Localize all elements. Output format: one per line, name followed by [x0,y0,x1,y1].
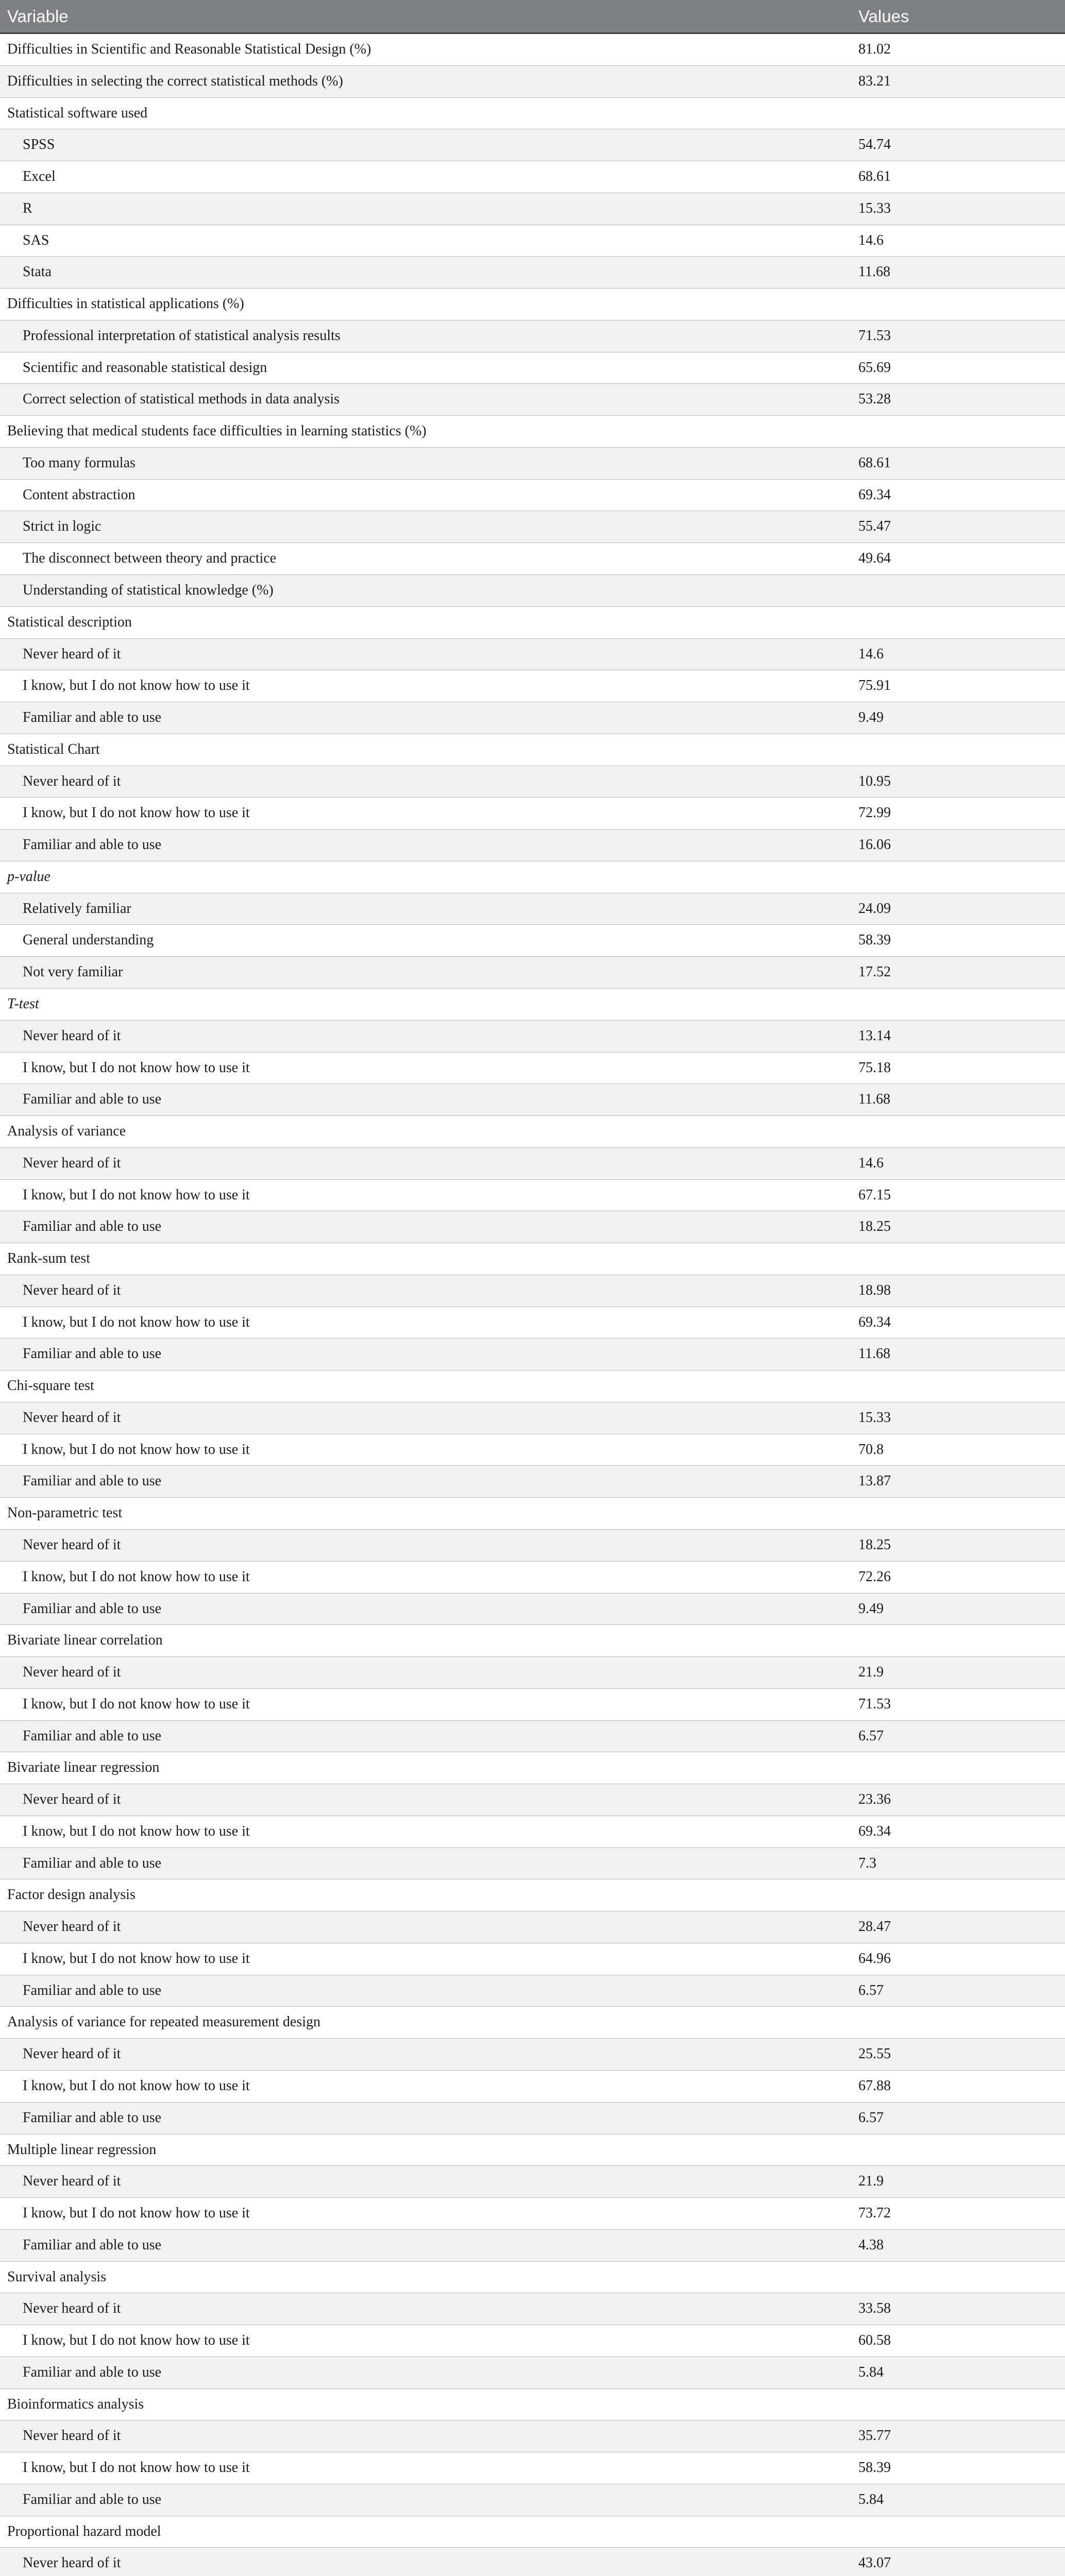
row-value: 18.98 [858,1282,891,1298]
table-row [0,225,1065,257]
row-value: 11.68 [858,1346,890,1362]
table-row [0,957,1065,989]
row-label: I know, but I do not know how to use it [23,1441,250,1458]
row-label: Familiar and able to use [23,1855,162,1871]
table-row [0,448,1065,480]
table-row [0,320,1065,352]
table-row [0,829,1065,861]
row-value: 5.84 [858,2491,884,2507]
row-label: Familiar and able to use [23,2109,162,2126]
row-label: General understanding [23,932,154,948]
row-value: 4.38 [858,2236,884,2253]
row-value: 21.9 [858,2173,884,2190]
row-label: Familiar and able to use [23,2491,162,2507]
row-value: 64.96 [858,1950,891,1967]
row-value: 43.07 [858,2555,891,2571]
row-label: Never heard of it [23,1282,121,1298]
row-label: Bioinformatics analysis [7,2396,144,2412]
row-value: 24.09 [858,900,891,917]
row-label: T-test [7,995,39,1012]
row-label: Bivariate linear regression [7,1759,160,1776]
table-row [0,1021,1065,1053]
row-value: 9.49 [858,709,884,726]
row-value: 71.53 [858,1696,891,1712]
table-row [0,161,1065,193]
row-label: Difficulties in selecting the correct statistical methods (%) [7,73,343,89]
table-row [0,1752,1065,1784]
table-row [0,2548,1065,2576]
row-label: Familiar and able to use [23,2236,162,2253]
row-value: 70.8 [858,1441,884,1458]
row-label: Understanding of statistical knowledge (%) [23,582,274,599]
row-value: 15.33 [858,1409,891,1426]
row-label: SAS [23,232,49,248]
table-row [0,989,1065,1021]
row-label: Never heard of it [23,2173,121,2190]
row-label: Familiar and able to use [23,1727,162,1744]
row-value: 11.68 [858,264,890,280]
table-row [0,2134,1065,2166]
row-label: Excel [23,168,56,185]
table-row [0,1180,1065,1212]
row-label: Familiar and able to use [23,1346,162,1362]
row-value: 81.02 [858,41,891,57]
row-value: 60.58 [858,2332,891,2349]
row-value: 75.91 [858,677,891,694]
row-label: Never heard of it [23,1027,121,1044]
table-row [0,1307,1065,1339]
row-value: 13.14 [858,1027,891,1044]
table-row [0,2039,1065,2071]
row-label: Familiar and able to use [23,837,162,853]
row-label: I know, but I do not know how to use it [23,2205,250,2222]
row-value: 14.6 [858,232,884,248]
row-label: Familiar and able to use [23,1982,162,1998]
row-value: 15.33 [858,200,891,216]
row-label: Familiar and able to use [23,1091,162,1108]
row-label: Never heard of it [23,1664,121,1681]
table-row [0,1434,1065,1466]
row-label: Relatively familiar [23,900,131,917]
row-label: Analysis of variance for repeated measurement design [7,2014,320,2030]
row-label: Difficulties in Scientific and Reasonable Statistical Design (%) [7,41,371,57]
row-value: 67.88 [858,2078,891,2094]
row-label: Familiar and able to use [23,1218,162,1235]
row-value: 69.34 [858,1314,891,1330]
table-row [0,511,1065,543]
row-value: 14.6 [858,646,884,662]
table-row [0,416,1065,448]
table-row [0,1816,1065,1848]
table-row [0,2389,1065,2421]
table-row [0,798,1065,829]
row-value: 68.61 [858,454,891,471]
row-label: Stata [23,264,52,280]
row-label: Familiar and able to use [23,709,162,726]
table-row [0,34,1065,66]
row-label: Too many formulas [23,454,136,471]
table-row [0,575,1065,607]
row-label: SPSS [23,137,55,153]
row-value: 21.9 [858,1664,884,1681]
row-value: 75.18 [858,1059,891,1076]
row-value: 28.47 [858,1919,891,1935]
row-label: I know, but I do not know how to use it [23,677,250,694]
row-label: The disconnect between theory and practice [23,550,277,567]
row-label: I know, but I do not know how to use it [23,1059,250,1076]
row-value: 6.57 [858,2109,884,2126]
row-label: Never heard of it [23,1536,121,1553]
table-row [0,2103,1065,2134]
table-row [0,2484,1065,2516]
table-row [0,352,1065,384]
table-row [0,1338,1065,1370]
table-row [0,1466,1065,1498]
table-row [0,1689,1065,1721]
row-value: 72.26 [858,1568,891,1585]
table-row [0,1562,1065,1594]
row-value: 53.28 [858,391,891,408]
table-row [0,98,1065,130]
row-value: 25.55 [858,2046,891,2062]
table-row [0,1243,1065,1275]
table-row [0,1530,1065,1562]
row-value: 11.68 [858,1091,890,1108]
row-label: Content abstraction [23,486,136,503]
row-label: Bivariate linear correlation [7,1632,163,1649]
row-label: Never heard of it [23,773,121,789]
row-label: Never heard of it [23,646,121,662]
row-label: Professional interpretation of statistical analysis results [23,327,341,344]
table-row [0,384,1065,416]
table-row [0,639,1065,671]
row-label: Never heard of it [23,2555,121,2571]
table-row [0,2071,1065,2103]
table-row [0,925,1065,957]
table-row [0,193,1065,225]
table-row [0,2516,1065,2548]
row-value: 49.64 [858,550,891,567]
table-row [0,1625,1065,1657]
row-value: 73.72 [858,2205,891,2222]
table-row [0,861,1065,893]
row-value: 65.69 [858,359,891,376]
row-value: 5.84 [858,2364,884,2380]
row-label: Multiple linear regression [7,2141,157,2158]
row-value: 16.06 [858,837,891,853]
row-label: Analysis of variance [7,1123,126,1140]
row-label: p-value [7,868,50,885]
table-row [0,66,1065,98]
table-row [0,257,1065,289]
table-row [0,129,1065,161]
row-label: I know, but I do not know how to use it [23,1314,250,1330]
table-row [0,1784,1065,1816]
row-label: Difficulties in statistical applications (%) [7,296,244,312]
row-value: 58.39 [858,932,891,948]
table-row [0,1053,1065,1084]
row-value: 35.77 [858,2428,891,2444]
row-value: 83.21 [858,73,891,89]
row-label: Never heard of it [23,2046,121,2062]
row-value: 67.15 [858,1187,891,1203]
row-label: Not very familiar [23,964,123,980]
table-row [0,1148,1065,1180]
row-label: I know, but I do not know how to use it [23,1696,250,1712]
row-value: 18.25 [858,1536,891,1553]
table-row [0,2166,1065,2198]
row-label: Familiar and able to use [23,2364,162,2380]
table-row [0,1498,1065,1530]
row-label: Never heard of it [23,1409,121,1426]
table-row [0,1943,1065,1975]
row-label: R [23,200,32,216]
row-value: 69.34 [858,486,891,503]
table-row [0,1402,1065,1434]
table-row [0,1879,1065,1911]
table-row [0,2262,1065,2294]
row-label: I know, but I do not know how to use it [23,2460,250,2476]
row-label: I know, but I do not know how to use it [23,2332,250,2349]
table-row [0,1370,1065,1402]
table-row [0,2325,1065,2357]
row-value: 6.57 [858,1982,884,1998]
table-row [0,702,1065,734]
table-row [0,2293,1065,2325]
table-row [0,1911,1065,1943]
row-value: 23.36 [858,1791,891,1808]
table-row [0,1721,1065,1753]
table-row [0,670,1065,702]
table-row [0,2198,1065,2230]
row-value: 9.49 [858,1600,884,1617]
row-label: Proportional hazard model [7,2523,161,2539]
row-label: Survival analysis [7,2268,107,2285]
row-label: I know, but I do not know how to use it [23,805,250,821]
table-row [0,1975,1065,2007]
table-row [0,2230,1065,2262]
row-label: Familiar and able to use [23,1600,162,1617]
table-row [0,1657,1065,1689]
row-label: Never heard of it [23,2428,121,2444]
table-row [0,1275,1065,1307]
table-row [0,766,1065,798]
row-label: Factor design analysis [7,1887,136,1903]
table-row [0,607,1065,639]
row-value: 14.6 [858,1155,884,1171]
row-label: Familiar and able to use [23,1473,162,1489]
row-value: 17.52 [858,964,891,980]
row-value: 13.87 [858,1473,891,1489]
row-label: Never heard of it [23,1155,121,1171]
row-value: 55.47 [858,518,891,535]
table-row [0,480,1065,512]
row-value: 58.39 [858,2460,891,2476]
row-label: I know, but I do not know how to use it [23,1187,250,1203]
row-value: 6.57 [858,1727,884,1744]
row-value: 69.34 [858,1823,891,1839]
table-row [0,2452,1065,2484]
row-label: Strict in logic [23,518,102,535]
header-variable: Variable [7,7,69,26]
table-row [0,1116,1065,1148]
table-row [0,734,1065,766]
row-label: Believing that medical students face difficulties in learning statistics (%) [7,423,427,439]
row-label: Correct selection of statistical methods in data analysis [23,391,340,408]
row-label: Never heard of it [23,1791,121,1808]
table-row [0,2007,1065,2039]
table-row [0,543,1065,575]
row-label: I know, but I do not know how to use it [23,2078,250,2094]
row-label: Scientific and reasonable statistical design [23,359,267,376]
row-label: Chi-square test [7,1378,94,1394]
row-value: 54.74 [858,137,891,153]
table-header-row [0,0,1065,34]
row-value: 71.53 [858,327,891,344]
row-value: 7.3 [858,1855,876,1871]
table-body [0,34,1065,2576]
table-row [0,1084,1065,1116]
row-value: 18.25 [858,1218,891,1235]
row-value: 68.61 [858,168,891,185]
row-label: I know, but I do not know how to use it [23,1950,250,1967]
table-row [0,2357,1065,2389]
table-row [0,893,1065,925]
row-label: Never heard of it [23,1919,121,1935]
table-row [0,1848,1065,1880]
row-label: Never heard of it [23,2300,121,2317]
header-values: Values [858,7,909,26]
row-value: 33.58 [858,2300,891,2317]
row-label: Rank-sum test [7,1250,90,1267]
table-row [0,1594,1065,1625]
row-label: I know, but I do not know how to use it [23,1568,250,1585]
row-label: Non-parametric test [7,1505,123,1521]
row-value: 10.95 [858,773,891,789]
row-label: Statistical description [7,614,132,630]
table-row [0,2420,1065,2452]
row-label: Statistical software used [7,105,148,121]
row-label: Statistical Chart [7,741,100,757]
row-value: 72.99 [858,805,891,821]
table-row [0,1211,1065,1243]
row-label: I know, but I do not know how to use it [23,1823,250,1839]
table-row [0,289,1065,320]
